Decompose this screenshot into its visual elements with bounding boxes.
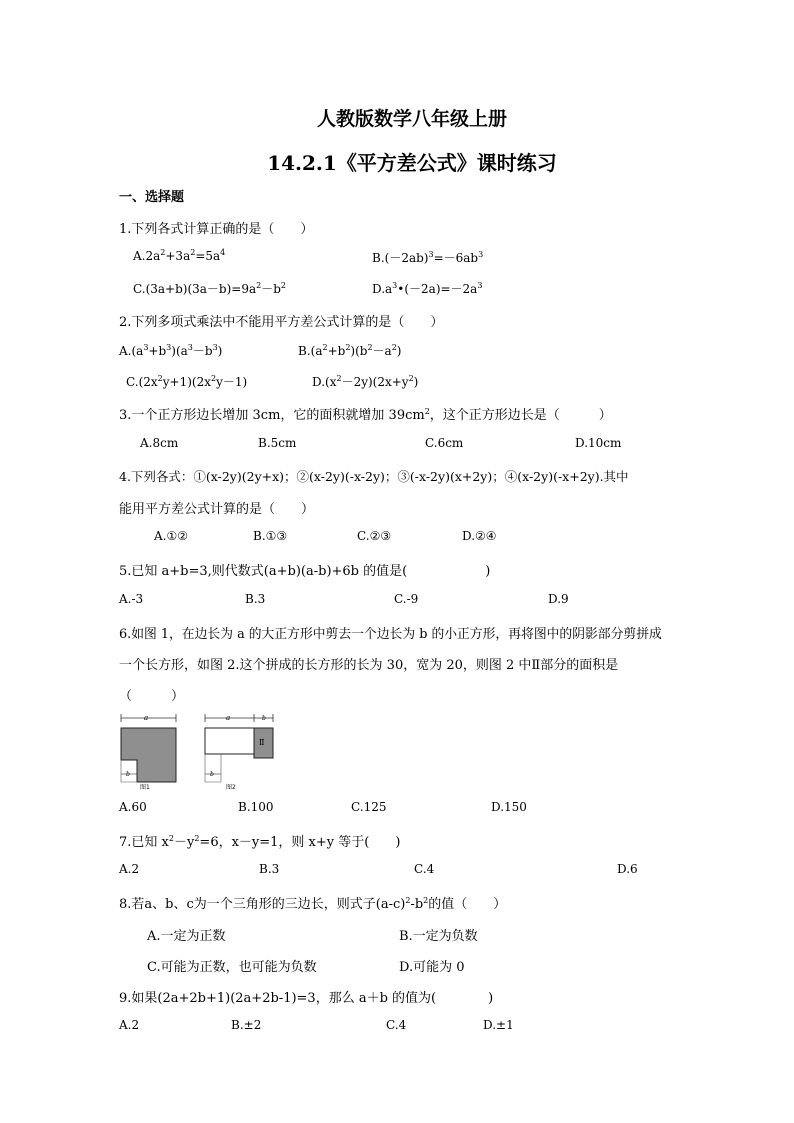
question-5-option-d: D.9 xyxy=(548,592,569,606)
question-5-option-b: B.3 xyxy=(245,592,266,606)
question-2-option-a: $A.(a^3+b^3)(a^3-b^3)$ xyxy=(119,343,223,358)
figure-2-label-a: a xyxy=(226,714,231,722)
figure-1-label-a: a xyxy=(144,714,149,722)
question-4-option-b: B.①③ xyxy=(253,529,288,543)
question-2-option-d: $D.(x^2-2y)(2x+y^2)$ xyxy=(312,374,419,389)
figure-1-caption: 图1 xyxy=(140,784,150,790)
question-9-option-a: A.2 xyxy=(119,1018,140,1032)
question-6-option-b: B.100 xyxy=(238,800,274,814)
figure-2-label-ii: Ⅱ xyxy=(259,738,265,747)
question-8-stem: 8.若a、b、c为一个三角形的三边长，则式子$(a-c)^2-b^2$的值（ ） xyxy=(119,896,507,912)
question-7-option-c: C.4 xyxy=(414,862,435,876)
question-1-stem: 1.下列各式计算正确的是（ ） xyxy=(119,222,314,237)
question-9-stem: 9.如果(2a+2b+1)(2a+2b-1)=3，那么 a＋b 的值为( ) xyxy=(119,991,494,1006)
question-6-option-d: D.150 xyxy=(491,800,527,814)
question-8-option-a: A.一定为正数 xyxy=(147,929,226,944)
question-8-option-d: D.可能为 0 xyxy=(399,960,465,975)
figure-1-label-b: b xyxy=(126,771,130,778)
question-1-option-d: $D.a^3•(-2a)=-2a^3$ xyxy=(372,281,483,296)
question-4-option-a: A.①② xyxy=(154,529,188,543)
figure-2-label-b2: b xyxy=(210,771,214,778)
question-4-option-d: D.②④ xyxy=(462,529,497,543)
question-3-option-d: D.10cm xyxy=(575,436,622,450)
question-3-option-a: A.8cm xyxy=(140,436,179,450)
page-title: 人教版数学八年级上册 xyxy=(316,108,507,130)
question-4-stem-line1: 4.下列各式：①(x-2y)(2y+x)；②(x-2y)(-x-2y)；③(-x-2y)(x+2y)；④(x-2y)(-x+2y).其中 xyxy=(119,469,629,484)
question-5-stem: 5.已知 a+b=3,则代数式(a+b)(a-b)+6b 的值是( ) xyxy=(119,564,491,579)
question-8-option-b: B.一定为负数 xyxy=(399,929,478,944)
figure-2 xyxy=(202,710,282,790)
question-7-stem: 7.已知 $x^2-y^2=6$，x－y=1，则 x+y 等于( ) xyxy=(119,834,401,850)
question-2-stem: 2.下列多项式乘法中不能用平方差公式计算的是（ ） xyxy=(119,315,444,330)
page-subtitle: 14.2.1《平方差公式》课时练习 xyxy=(267,151,557,175)
question-6-stem-line3: （ ） xyxy=(119,689,185,704)
section-heading: 一、选择题 xyxy=(119,190,185,205)
question-1-option-c: $C.(3a+b)(3a-b)=9a^2-b^2$ xyxy=(133,281,287,296)
figure-2-caption: 图2 xyxy=(226,784,236,790)
question-2-option-c: $C.(2x^2y+1)(2x^2y-1)$ xyxy=(126,374,248,389)
question-3-option-c: C.6cm xyxy=(425,436,464,450)
question-1-option-a: $A.2a^2+3a^2=5a^4$ xyxy=(133,248,226,263)
question-6-stem-line2: 一个长方形，如图 2.这个拼成的长方形的长为 30，宽为 20，则图 2 中Ⅱ部分的面积是 xyxy=(119,658,619,673)
figure-2-label-b: b xyxy=(262,715,266,722)
question-3-stem: 3.一个正方形边长增加 3cm，它的面积就增加 $39cm^2$，这个正方形边长是（ ） xyxy=(119,407,612,423)
question-5-option-a: A.-3 xyxy=(119,592,144,606)
question-4-stem-line2: 能用平方差公式计算的是（ ） xyxy=(119,502,315,517)
question-4-option-c: C.②③ xyxy=(357,529,392,543)
question-6-option-a: A.60 xyxy=(119,800,147,814)
figure-1 xyxy=(118,710,182,790)
question-9-option-c: C.4 xyxy=(386,1018,407,1032)
question-9-option-d: D.±1 xyxy=(483,1018,514,1032)
question-2-option-b: $B.(a^2+b^2)(b^2-a^2)$ xyxy=(298,343,402,358)
question-8-option-c: C.可能为正数，也可能为负数 xyxy=(147,960,317,975)
question-7-option-b: B.3 xyxy=(259,862,280,876)
question-6-stem-line1: 6.如图 1，在边长为 a 的大正方形中剪去一个边长为 b 的小正方形，再将图中的阴影部分剪拼成 xyxy=(119,627,662,642)
question-9-option-b: B.±2 xyxy=(231,1018,262,1032)
question-7-option-d: D.6 xyxy=(617,862,638,876)
question-7-option-a: A.2 xyxy=(119,862,140,876)
question-5-option-c: C.-9 xyxy=(394,592,419,606)
question-6-option-c: C.125 xyxy=(351,800,387,814)
question-3-option-b: B.5cm xyxy=(258,436,297,450)
question-1-option-b: $B.(-2ab)^3=-6ab^3$ xyxy=(372,250,484,265)
